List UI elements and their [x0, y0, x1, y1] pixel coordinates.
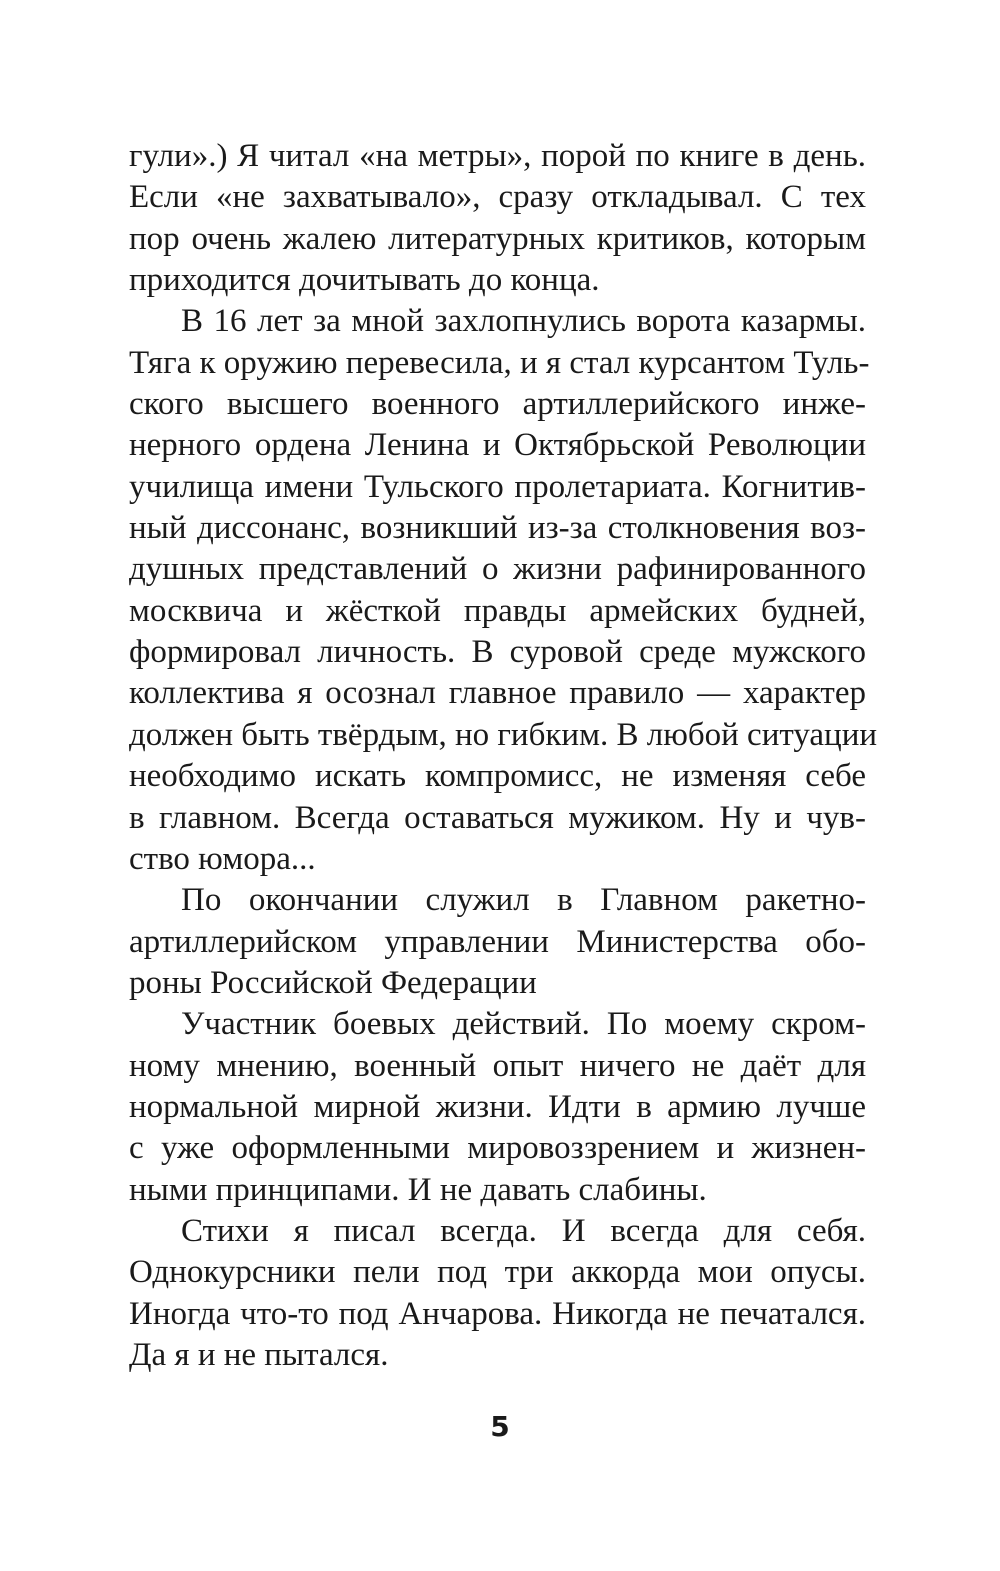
text-line: необходимо искать компромисс, не изменяя себе	[129, 758, 866, 795]
text-line: Да я и не пытался.	[129, 1336, 389, 1373]
text-line: В 16 лет за мной захлопнулись ворота казармы.	[181, 303, 866, 340]
text-line: ному мнению, военный опыт ничего не даёт для	[129, 1047, 866, 1084]
text-line: гули».) Я читал «на метры», порой по книге в день.	[129, 138, 866, 174]
text-line: в главном. Всегда оставаться мужиком. Ну и чув-	[129, 799, 866, 836]
text-line: формировал личность. В суровой среде мужского	[129, 634, 866, 671]
page-number: 5	[490, 1410, 510, 1443]
text-line: По окончании служил в Главном ракетно-	[181, 882, 866, 919]
text-line: ный диссонанс, возникший из-за столкновения воз-	[129, 510, 866, 547]
text-line: ство юмора...	[129, 840, 316, 877]
text-line: пор очень жалею литературных критиков, которым	[129, 220, 866, 257]
text-line: душных представлений о жизни рафинированного	[129, 551, 866, 588]
text-line: приходится дочитывать до конца.	[129, 262, 600, 299]
text-line: москвича и жёсткой правды армейских будней,	[129, 592, 866, 629]
text-line: училища имени Тульского пролетариата. Когнитив-	[129, 468, 866, 505]
text-line: нерного ордена Ленина и Октябрьской Революции	[129, 427, 866, 464]
text-line: Тяга к оружию перевесила, и я стал курсантом Туль-	[129, 344, 870, 381]
text-line: должен быть твёрдым, но гибким. В любой ситуации	[129, 716, 878, 753]
text-line: ными принципами. И не давать слабины.	[129, 1171, 707, 1208]
text-line: нормальной мирной жизни. Идти в армию лучше	[129, 1088, 866, 1125]
text-line: Стихи я писал всегда. И всегда для себя.	[181, 1212, 866, 1249]
text-line: коллектива я осознал главное правило — характер	[129, 675, 866, 712]
text-line: Если «не захватывало», сразу откладывал. С тех	[129, 179, 866, 216]
body-text	[129, 136, 878, 1376]
text-line: Иногда что-то под Анчарова. Никогда не печатался.	[129, 1295, 866, 1332]
text-line: ского высшего военного артиллерийского инже-	[129, 386, 866, 423]
text-line: Однокурсники пели под три аккорда мои опусы.	[129, 1254, 866, 1291]
text-line: артиллерийском управлении Министерства обо-	[129, 923, 866, 960]
text-line: Участник боевых действий. По моему скром-	[181, 1006, 866, 1043]
text-line: роны Российской Федерации	[129, 964, 537, 1001]
text-line: с уже оформленными мировоззрением и жизнен-	[129, 1130, 866, 1167]
